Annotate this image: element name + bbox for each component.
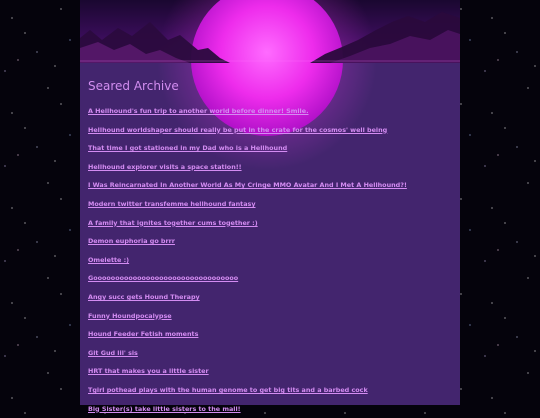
post-link[interactable]: Big Sister(s) take little sisters to the mall! (88, 405, 241, 413)
list-item (88, 214, 452, 233)
post-link[interactable]: Hound Feeder Fetish moments (88, 330, 198, 338)
list-item (88, 325, 452, 344)
post-list (88, 102, 452, 418)
post-link[interactable]: Hellhound worldshaper should really be put in the crate for the cosmos' well being (88, 126, 387, 134)
list-item (88, 251, 452, 270)
synthwave-sunset-image (80, 0, 460, 63)
list-item (88, 269, 452, 288)
post-link[interactable]: Demon euphoria go brrr (88, 237, 175, 245)
list-item (88, 307, 452, 326)
post-link[interactable]: Angy succ gets Hound Therapy (88, 293, 200, 301)
list-item (88, 195, 452, 214)
post-link[interactable]: Modern twitter transfemme hellhound fantasy (88, 200, 256, 208)
post-link[interactable]: Funny Houndpocalypse (88, 312, 172, 320)
archive-title: Seared Archive (88, 79, 452, 93)
archive-content (80, 63, 460, 418)
post-link[interactable]: Gooooooooooooooooooooooooooooooooo (88, 274, 238, 282)
list-item (88, 102, 452, 121)
post-link[interactable]: Git Gud lil' sis (88, 349, 138, 357)
post-link[interactable]: Tgirl pothead plays with the human genome to get big tits and a barbed cock (88, 386, 368, 394)
post-link[interactable]: Hellhound explorer visits a space station!! (88, 163, 242, 171)
post-link[interactable]: A family that ignites together cums together :) (88, 219, 258, 227)
header-banner (80, 0, 460, 63)
list-item (88, 288, 452, 307)
post-link[interactable]: A Hellhound's fun trip to another world before dinner! Smile. (88, 107, 309, 115)
list-item (88, 139, 452, 158)
post-link[interactable]: I Was Reincarnated In Another World As My Cringe MMO Avatar And I Met A Hellhound?! (88, 181, 407, 189)
list-item (88, 400, 452, 418)
list-item (88, 232, 452, 251)
post-link[interactable]: HRT that makes you a little sister (88, 367, 209, 375)
list-item (88, 176, 452, 195)
post-link[interactable]: That time I got stationed in my Dad who is a Hellhound (88, 144, 287, 152)
list-item (88, 344, 452, 363)
list-item (88, 381, 452, 400)
list-item (88, 158, 452, 177)
list-item (88, 121, 452, 140)
main-column (80, 0, 460, 405)
list-item (88, 362, 452, 381)
post-link[interactable]: Omelette :) (88, 256, 129, 264)
